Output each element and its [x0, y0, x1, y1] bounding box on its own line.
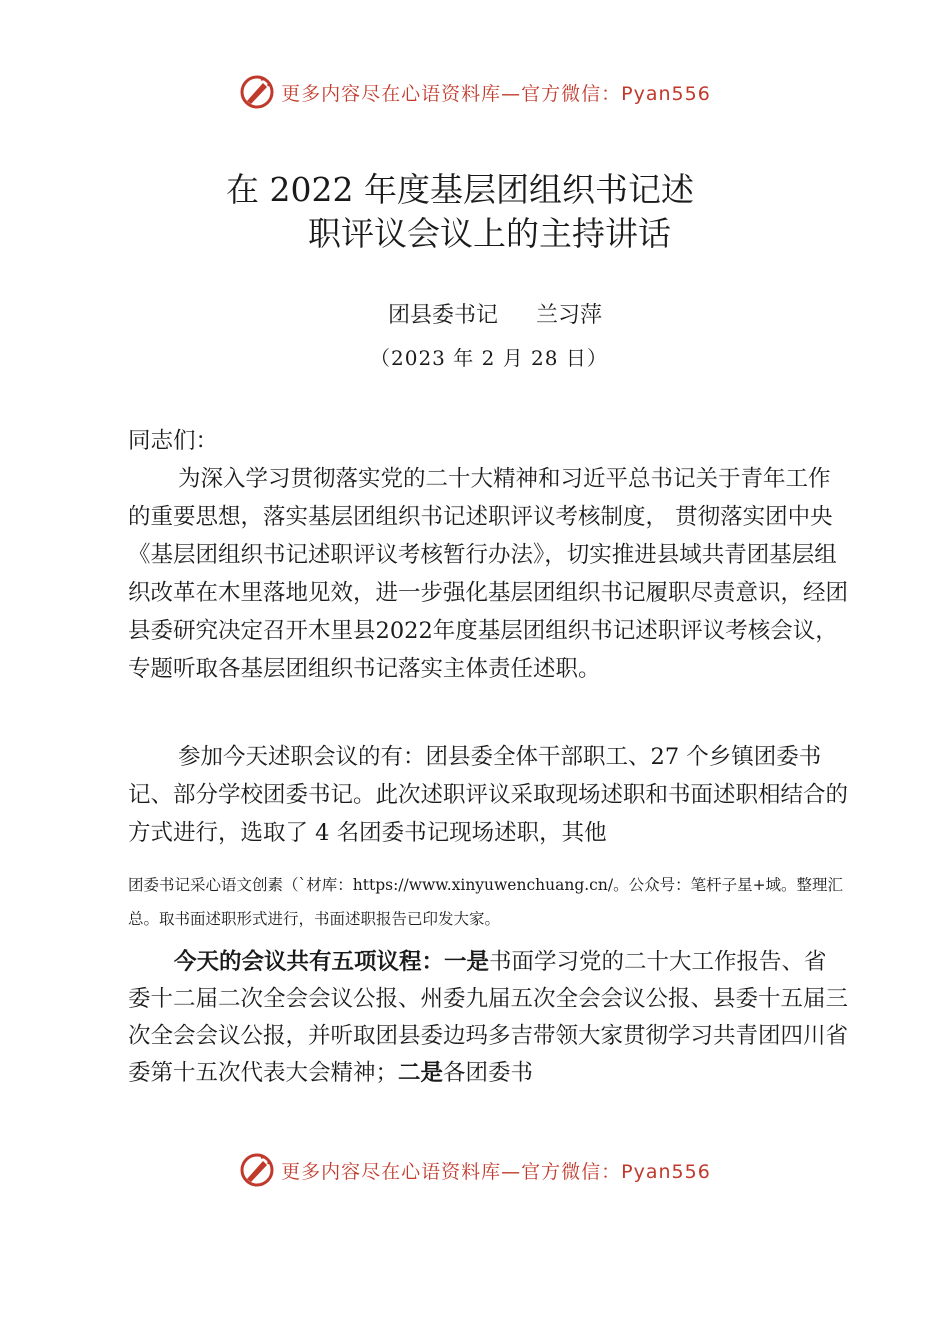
- pen-logo-icon: [239, 1152, 275, 1188]
- agenda-item-2-text: 各团委书: [443, 1060, 534, 1086]
- salutation: 同志们：: [128, 428, 219, 454]
- agenda-item-1-text: 书面学习党的二十大工作报告、省委十二届二次全会会议公报、州委九届五次全会会议公报、县委十五届三次全会会议公报，并听取团县委边玛多吉带领大家贯彻学习共青团四川省委第十五次代表大会精神；: [128, 949, 849, 1086]
- title-line-1: 在 2022 年度基层团组织书记述: [226, 170, 694, 209]
- header-watermark-text: 更多内容尽在心语资料库—官方微信：Pyan556: [281, 82, 711, 105]
- title-line-2: 职评议会议上的主持讲话: [308, 214, 671, 253]
- author-line: [388, 298, 602, 329]
- paragraph-1: 为深入学习贯彻落实党的二十大精神和习近平总书记关于青年工作的重要思想，落实基层团组织书记述职评议考核制度， 贯彻落实团中央《基层团组织书记述职评议考核暂行办法》，切实推进县域共青团基层组织改革在木里落地见效，进一步强化基层团组织书记履职尽责意识，经团县委研究决定召开木里县2022年度基层团组织书记述职评议考核会议，专题听取各基层团组织书记落实主体责任述职。: [128, 466, 849, 682]
- agenda-item-1-label: 一是: [444, 949, 490, 975]
- agenda-intro: 今天的会议共有五项议程：: [174, 949, 445, 975]
- footer-watermark-text: 更多内容尽在心语资料库—官方微信：Pyan556: [281, 1160, 711, 1183]
- header-watermark: [0, 70, 950, 114]
- footer-watermark: [0, 1148, 950, 1192]
- paragraph-2: 参加今天述职会议的有：团县委全体干部职工、27 个乡镇团委书记、部分学校团委书记。此次述职评议采取现场述职和书面述职相结合的方式进行，选取了 4 名团委书记现场述职，其他: [128, 744, 849, 846]
- author-name: 兰习萍: [536, 303, 603, 328]
- speech-date: （2023 年 2 月 28 日）: [370, 346, 608, 370]
- author-role: 团县委书记: [388, 303, 499, 328]
- paragraph-3: [128, 944, 848, 1092]
- agenda-item-2-label: 二是: [398, 1060, 444, 1086]
- inserted-note: 团委书记采心语文创素（`材库：https://www.xinyuwenchuang.cn/。公众号：笔杆子星+域。整理汇总。取书面述职形式进行，书面述职报告已印发大家。: [128, 876, 844, 928]
- pen-logo-icon: [239, 74, 275, 110]
